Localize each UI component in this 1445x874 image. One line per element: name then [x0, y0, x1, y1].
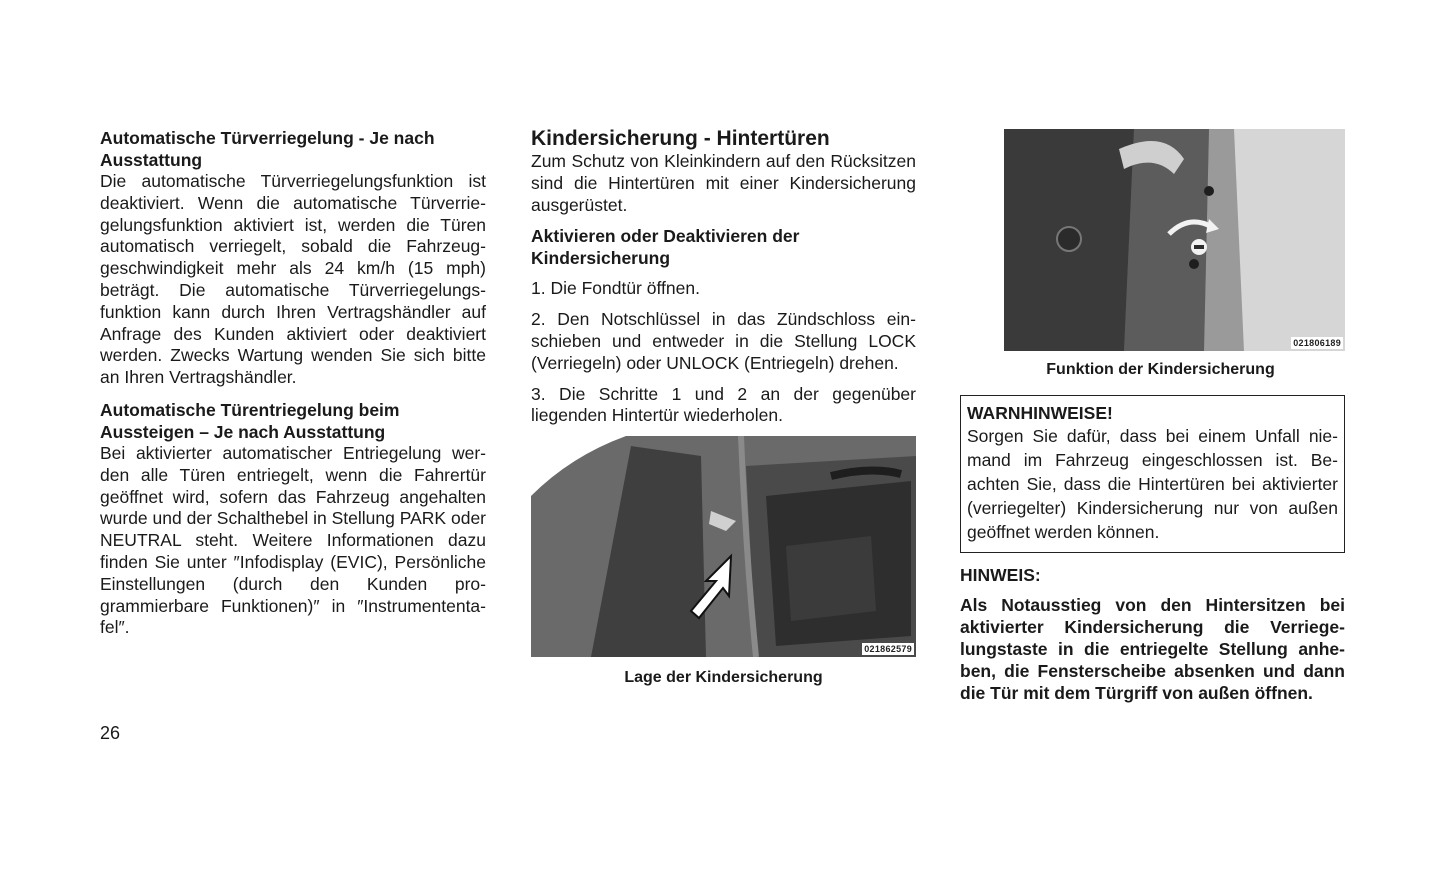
warning-text: Sorgen Sie dafür, dass bei einem Unfall niemand im Fahrzeug eingeschlossen ist. Beachten Sie, dass die Hintertüren bei aktivierter (verriegelter) Kindersicherung nur von außen geöffnet werden können. — [967, 426, 1338, 542]
figure-child-lock-location — [531, 436, 916, 657]
subheading-activate: Aktivieren oder Deaktivieren der Kindersicherung — [531, 226, 800, 269]
page-number: 26 — [100, 723, 121, 743]
auto-unlock-paragraph: Bei aktivierter automatischer Entriegelung werden alle Türen entriegelt, wenn die Fahrertür geöffnet wird, sofern das Fahrzeug angehalten wurde und der Schalthebel in Stellung PARK oder NEUTRAL steht. Weitere Informationen dazu finden Sie unter ″Infodisplay (EVIC), Persönliche Einstellungen (durch den Kunden programmierbare Funktionen)″ in ″Instrumententafel″. — [100, 442, 486, 638]
warning-title: WARNHINWEISE! — [967, 403, 1113, 423]
note-text: Als Notausstieg von den Hintersitzen bei aktivierter Kindersicherung die Verriegelungstaste in die entriegelte Stellung anheben, die Fensterscheibe absenken und dann die Tür mit dem Türgriff von außen öffnen. — [960, 595, 1345, 703]
section-title: Kindersicherung - Hintertüren — [531, 127, 830, 150]
left-column — [100, 127, 486, 649]
note-title: HINWEIS: — [960, 565, 1041, 585]
figure-caption: Lage der Kindersicherung — [624, 669, 823, 687]
lock-illustration — [1004, 129, 1345, 351]
heading-auto-unlock: Automatische Türentriegelung beim Aussteigen – Je nach Ausstattung — [100, 399, 400, 442]
figure-child-lock-function — [1004, 129, 1345, 351]
right-column — [960, 127, 1345, 704]
step-3: 3. Die Schritte 1 und 2 an der gegenüber liegenden Hintertür wiederholen. — [531, 383, 916, 426]
middle-column — [531, 127, 916, 687]
door-illustration — [531, 436, 916, 657]
heading-auto-lock: Automatische Türverriegelung - Je nach Ausstattung — [100, 128, 435, 170]
figure-code: 021806189 — [1293, 338, 1341, 348]
auto-lock-paragraph: Die automatische Türverriegelungsfunktion ist deaktiviert. Wenn die automatische Türverriegelungsfunktion aktiviert ist, werden die Türen automatisch verriegelt, sobald die Fahrzeuggeschwindigkeit mehr als 24 km/h (15 mph) beträgt. Die automatische Türverriegelungsfunktion kann durch Ihren Vertragshändler auf Anfrage des Kunden aktiviert oder deaktiviert werden. Zwecks Wartung wenden Sie sich bitte an Ihren Vertragshändler. — [100, 171, 486, 388]
figure-caption: Funktion der Kindersicherung — [1046, 361, 1275, 378]
figure-code: 021862579 — [864, 644, 912, 655]
step-2: 2. Den Notschlüssel in das Zündschloss einschieben und entweder in die Stellung LOCK (Verriegeln) oder UNLOCK (Entriegeln) drehen. — [531, 309, 916, 373]
intro-paragraph: Zum Schutz von Kleinkindern auf den Rücksitzen sind die Hintertüren mit einer Kindersicherung ausgerüstet. — [531, 151, 916, 215]
step-1: 1. Die Fondtür öffnen. — [531, 278, 700, 299]
warning-box — [960, 395, 1345, 553]
